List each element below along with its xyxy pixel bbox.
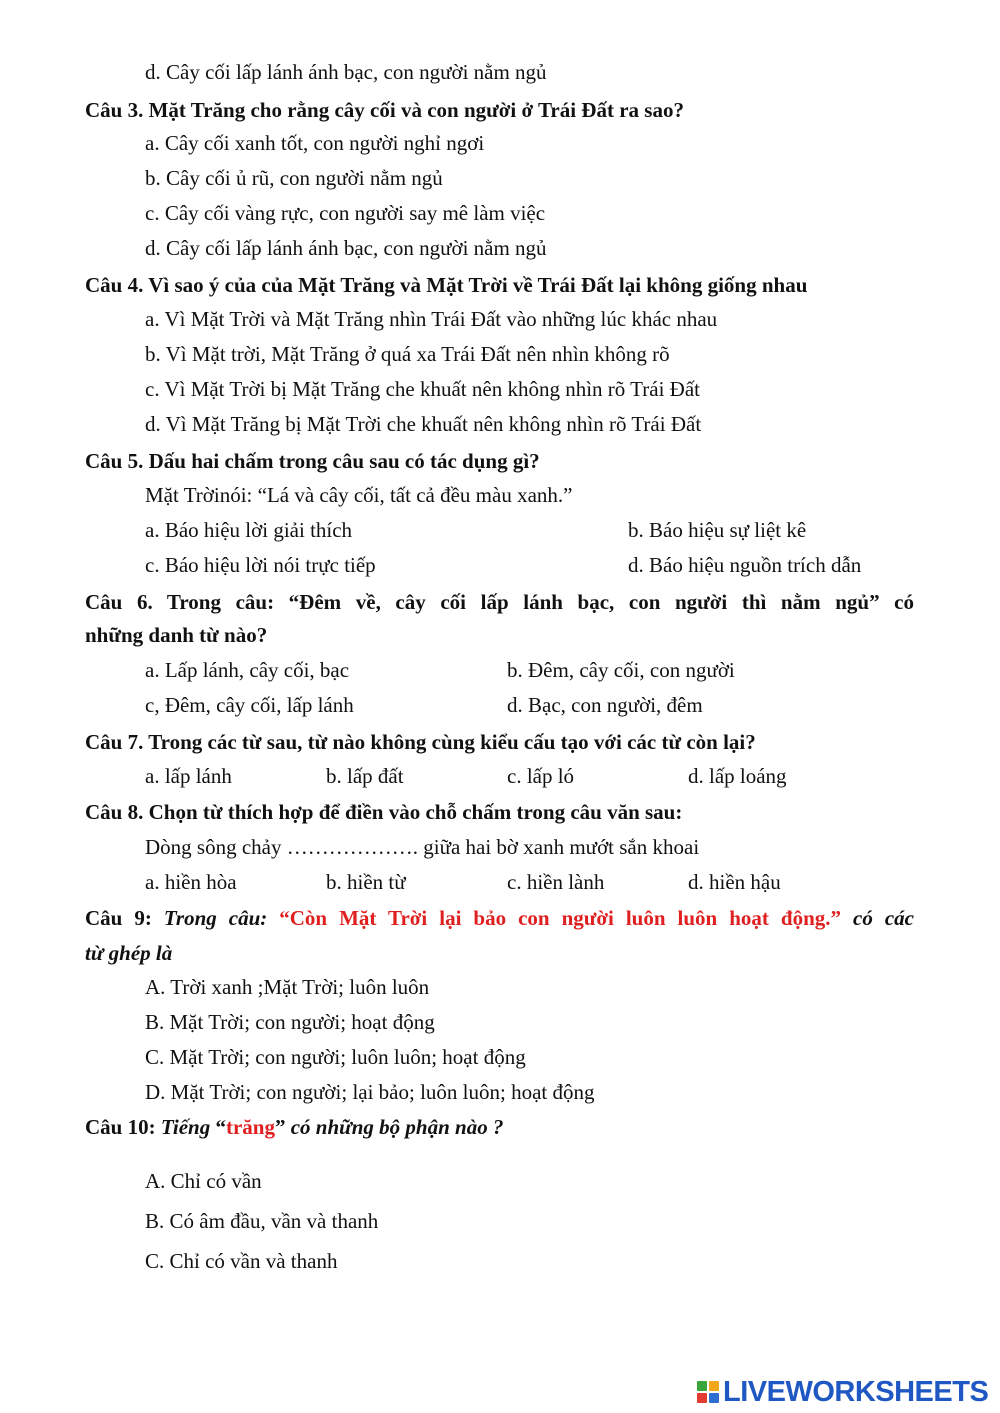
q5-option-a[interactable]: a. Báo hiệu lời giải thích: [145, 518, 353, 542]
q10-option-c[interactable]: C. Chỉ có vần và thanh: [145, 1249, 338, 1273]
q8-options-row: [0, 867, 1000, 897]
q3-option-a[interactable]: a. Cây cối xanh tốt, con người nghỉ ngơi: [145, 131, 485, 155]
question-8: Câu 8. Chọn từ thích hợp để điền vào chỗ chấm trong câu văn sau:: [85, 800, 683, 824]
q8-option-c[interactable]: c. hiền lành: [507, 870, 605, 894]
q7-options-row: [0, 761, 1000, 791]
q6-options-row-1: [0, 655, 1000, 685]
q8-option-a[interactable]: a. hiền hòa: [145, 870, 237, 894]
question-7: Câu 7. Trong các từ sau, từ nào không cùng kiểu cấu tạo với các từ còn lại?: [85, 730, 756, 754]
liveworksheets-logo-icon: [697, 1381, 719, 1403]
q8-sentence: Dòng sông chảy ………………. giữa hai bờ xanh mướt sắn khoai: [145, 835, 700, 859]
q10-option-a[interactable]: A. Chỉ có vần: [145, 1169, 262, 1193]
q5-option-d[interactable]: d. Báo hiệu nguồn trích dẫn: [628, 553, 862, 577]
q10-pre: Tiếng: [160, 1115, 211, 1139]
q4-option-d[interactable]: d. Vì Mặt Trăng bị Mặt Trời che khuất nên không nhìn rõ Trái Đất: [145, 412, 702, 436]
q9-option-c[interactable]: C. Mặt Trời; con người; luôn luôn; hoạt động: [145, 1045, 526, 1069]
logo-square: [709, 1381, 719, 1391]
q5-options-row-1: [0, 515, 1000, 545]
q9-option-b[interactable]: B. Mặt Trời; con người; hoạt động: [145, 1010, 435, 1034]
q9-suffix: có các: [853, 906, 914, 930]
question-4: Câu 4. Vì sao ý của của Mặt Trăng và Mặt Trời về Trái Đất lại không giống nhau: [85, 273, 808, 297]
logo-square: [697, 1381, 707, 1391]
q4-option-a[interactable]: a. Vì Mặt Trời và Mặt Trăng nhìn Trái Đất vào những lúc khác nhau: [145, 307, 718, 331]
q6-option-d[interactable]: d. Bạc, con người, đêm: [507, 693, 703, 717]
logo-square: [709, 1393, 719, 1403]
q9-option-d[interactable]: D. Mặt Trời; con người; lại bảo; luôn luôn; hoạt động: [145, 1080, 595, 1104]
q10-post: có những bộ phận nào ?: [290, 1115, 504, 1139]
q5-option-c[interactable]: c. Báo hiệu lời nói trực tiếp: [145, 553, 376, 577]
q8-option-b[interactable]: b. hiền từ: [326, 870, 406, 894]
q10-option-b[interactable]: B. Có âm đầu, vần và thanh: [145, 1209, 379, 1233]
q5-options-row-2: [0, 550, 1000, 580]
brand-name: LIVEWORKSHEETS: [723, 1376, 989, 1408]
q10-open-quote: “: [215, 1115, 226, 1139]
logo-square: [697, 1393, 707, 1403]
q7-option-d[interactable]: d. lấp loáng: [688, 764, 787, 788]
q4-option-c[interactable]: c. Vì Mặt Trời bị Mặt Trăng che khuất nên không nhìn rõ Trái Đất: [145, 377, 700, 401]
q3-option-c[interactable]: c. Cây cối vàng rực, con người say mê làm việc: [145, 201, 546, 225]
q10-word: trăng: [225, 1115, 275, 1139]
q8-option-d[interactable]: d. hiền hậu: [688, 870, 781, 894]
q6-option-c[interactable]: c, Đêm, cây cối, lấp lánh: [145, 693, 354, 717]
q6-option-a[interactable]: a. Lấp lánh, cây cối, bạc: [145, 658, 350, 682]
question-9-line-2: từ ghép là: [85, 941, 173, 965]
q5-option-b[interactable]: b. Báo hiệu sự liệt kê: [628, 518, 807, 542]
question-6-line-2: những danh từ nào?: [85, 623, 268, 647]
q9-prefix: Trong câu:: [163, 906, 268, 930]
q10-close-quote: ”: [274, 1115, 286, 1139]
liveworksheets-brand[interactable]: [697, 1377, 988, 1407]
question-3: Câu 3. Mặt Trăng cho rằng cây cối và con người ở Trái Đất ra sao?: [85, 98, 684, 122]
q6-options-row-2: [0, 690, 1000, 720]
q9-label: Câu 9:: [85, 906, 152, 930]
q7-option-c[interactable]: c. lấp ló: [507, 764, 575, 788]
question-10: [85, 1112, 503, 1142]
q9-quote: “Còn Mặt Trời lại bảo con người luôn luôn hoạt động.”: [279, 906, 842, 930]
q3-option-d[interactable]: d. Cây cối lấp lánh ánh bạc, con người nằm ngủ: [145, 236, 547, 260]
question-5: Câu 5. Dấu hai chấm trong câu sau có tác dụng gì?: [85, 449, 540, 473]
q3-option-b[interactable]: b. Cây cối ủ rũ, con người nằm ngủ: [145, 166, 443, 190]
q2-option-d: d. Cây cối lấp lánh ánh bạc, con người nằm ngủ: [145, 60, 547, 84]
question-6-line-1: Câu 6. Trong câu: “Đêm về, cây cối lấp lánh bạc, con người thì nằm ngủ” có: [85, 590, 914, 614]
question-9-line-1: [85, 903, 914, 933]
q6-option-b[interactable]: b. Đêm, cây cối, con người: [507, 658, 735, 682]
q4-option-b[interactable]: b. Vì Mặt trời, Mặt Trăng ở quá xa Trái Đất nên nhìn không rõ: [145, 342, 670, 366]
q5-quote: Mặt Trờinói: “Lá và cây cối, tất cả đều màu xanh.”: [145, 483, 573, 507]
q9-option-a[interactable]: A. Trời xanh ;Mặt Trời; luôn luôn: [145, 975, 430, 999]
q7-option-b[interactable]: b. lấp đất: [326, 764, 404, 788]
q10-label: Câu 10:: [85, 1115, 156, 1139]
q7-option-a[interactable]: a. lấp lánh: [145, 764, 232, 788]
